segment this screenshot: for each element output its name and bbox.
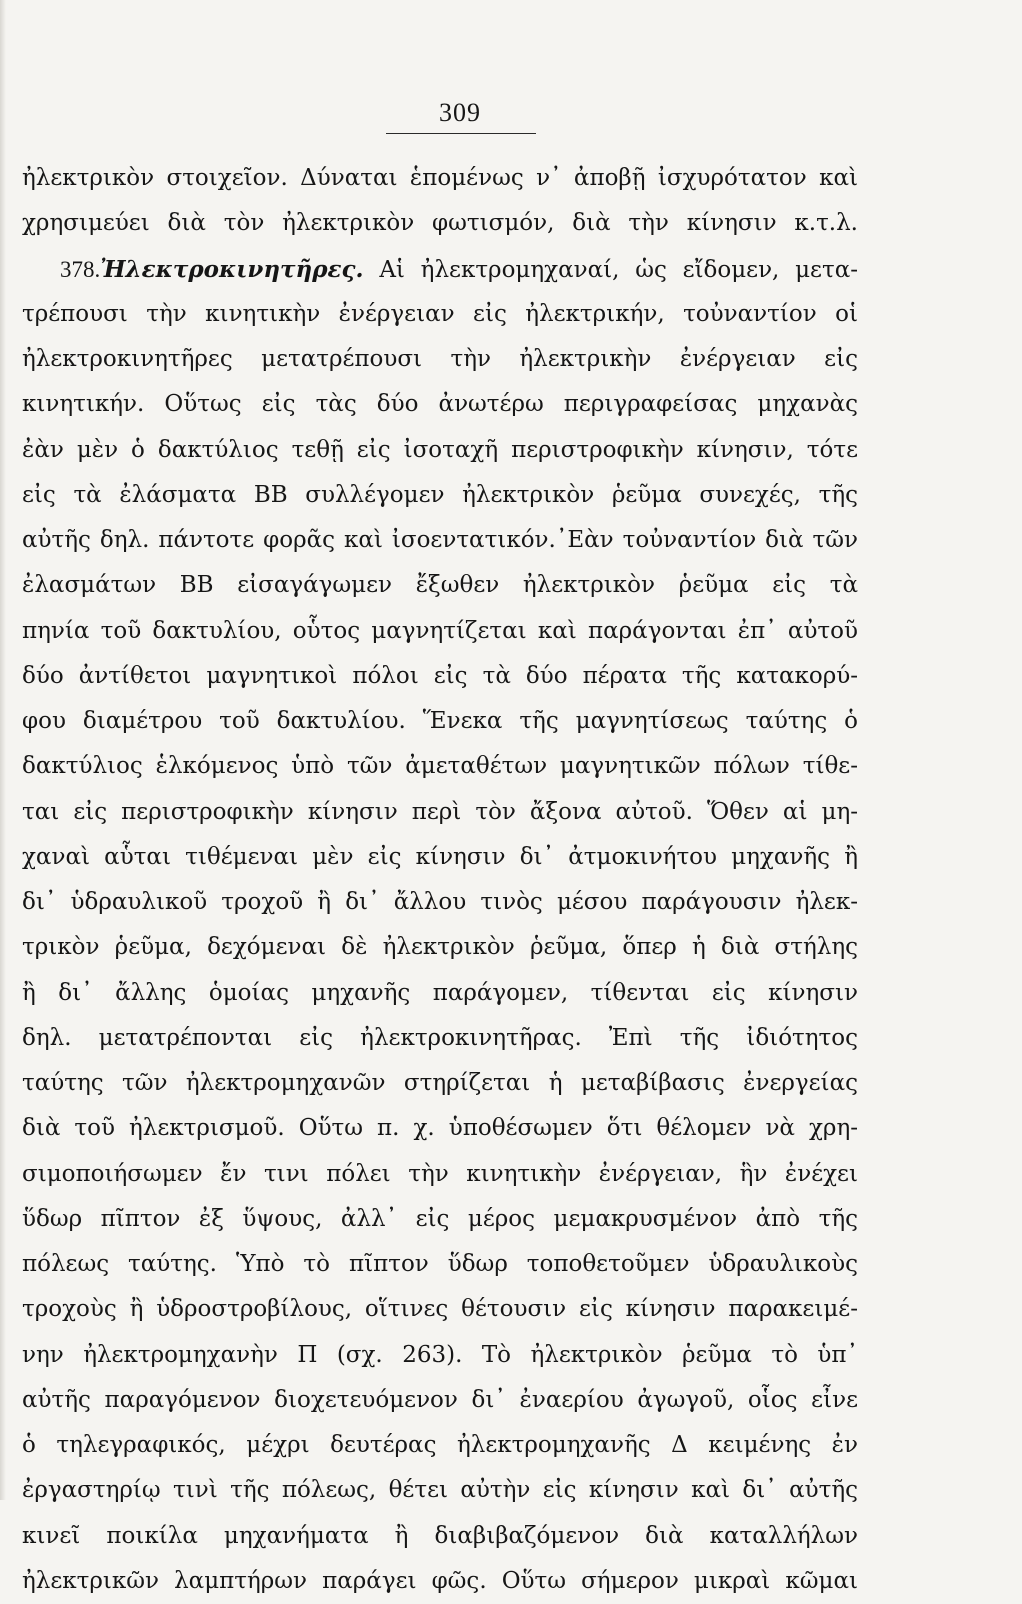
text-line: τρικὸν ῥεῦμα, δεχόμεναι δὲ ἠλεκτρικὸν ῥεῦμα, ὅπερ ἡ διὰ στήλης [22,934,858,961]
text-line: πηνία τοῦ δακτυλίου, οὗτος μαγνητίζεται καὶ παράγονται ἐπ᾽ αὐτοῦ [22,617,858,644]
text-line: ἠλεκτροκινητῆρες μετατρέπουσι τὴν ἠλεκτρικὴν ἐνέργειαν εἰς [22,346,858,372]
text-line: φου διαμέτρου τοῦ δακτυλίου. Ἕνεκα τῆς μαγνητίσεως ταύτης ὁ [22,708,858,734]
section-heading-line [22,247,858,292]
text-line: ἠλεκτρικῶν λαμπτήρων παράγει φῶς. Οὕτω σήμερον μικραὶ κῶμαι [22,1567,858,1594]
text-line: ταύτης τῶν ἠλεκτρομηχανῶν στηρίζεται ἡ μεταβίβασις ἐνεργείας [22,1070,858,1096]
text-line: κινητικήν. Οὕτως εἰς τὰς δύο ἀνωτέρω περιγραφείσας μηχανὰς [22,391,858,418]
section-title: Ἠλεκτροκινητῆρες. [100,255,364,283]
text-line: ὕδωρ πῖπτον ἐξ ὕψους, ἀλλ᾽ εἰς μέρος μεμακρυσμένον ἀπὸ τῆς [22,1205,858,1232]
page-edge-shadow [0,0,6,1500]
text-line: αὐτῆς παραγόμενον διοχετευόμενον δι᾽ ἐναερίου ἀγωγοῦ, οἷος εἶνε [22,1386,858,1413]
section-number: 378. [60,256,101,282]
text-line: χρησιμεύει διὰ τὸν ἠλεκτρικὸν φωτισμόν, διὰ τὴν κίνησιν κ.τ.λ. [22,210,858,237]
text-line: δι᾽ ὑδραυλικοῦ τροχοῦ ἢ δι᾽ ἄλλου τινὸς μέσου παράγουσιν ἠλεκ- [22,889,858,915]
text-line: ὁ τηλεγραφικός, μέχρι δευτέρας ἠλεκτρομηχανῆς Δ κειμένης ἐν [22,1432,858,1458]
text-line: δακτύλιος ἑλκόμενος ὑπὸ τῶν ἀμεταθέτων μαγνητικῶν πόλων τίθε- [22,753,858,780]
text-line: κινεῖ ποικίλα μηχανήματα ἢ διαβιβαζόμενον διὰ καταλλήλων [22,1522,858,1549]
text-line: ἠλεκτρικὸν στοιχεῖον. Δύναται ἑπομένως ν᾽ ἀποβῇ ἰσχυρότατον καὶ [22,165,858,191]
text-line: αὐτῆς δηλ. πάντοτε φορᾶς καὶ ἰσοεντατικόν.᾽Εὰν τοὐναντίον διὰ τῶν [22,527,858,553]
text-line: πόλεως ταύτης. Ὑπὸ τὸ πῖπτον ὕδωρ τοποθετοῦμεν ὑδραυλικοὺς [22,1251,858,1277]
text-line: ἐλασμάτων ΒΒ εἰσαγάγωμεν ἔξωθεν ἠλεκτρικὸν ῥεῦμα εἰς τὰ [22,572,858,599]
page-number: 309 [439,98,481,127]
body-text [22,156,858,1604]
text-line: ἢ δι᾽ ἄλλης ὁμοίας μηχανῆς παράγομεν, τίθενται εἰς κίνησιν [22,979,858,1006]
text-line: ἐργαστηρίῳ τινὶ τῆς πόλεως, θέτει αὐτὴν εἰς κίνησιν καὶ δι᾽ αὐτῆς [22,1477,858,1504]
text-line: νην ἠλεκτρομηχανὴν Π (σχ. 263). Τὸ ἠλεκτρικὸν ῥεῦμα τὸ ὑπ᾽ [22,1341,858,1368]
text-line: διὰ τοῦ ἠλεκτρισμοῦ. Οὕτω π. χ. ὑποθέσωμεν ὅτι θέλομεν νὰ χρη- [22,1115,858,1142]
text-line-rest: Αἱ ἠλεκτρομηχαναί, ὡς εἴδομεν, μετα- [379,256,858,283]
text-line: εἰς τὰ ἐλάσματα ΒΒ συλλέγομεν ἠλεκτρικὸν ῥεῦμα συνεχές, τῆς [22,481,858,508]
text-line: τροχοὺς ἢ ὑδροστροβίλους, οἵτινες θέτουσιν εἰς κίνησιν παρακειμέ- [22,1296,858,1323]
text-line: ται εἰς περιστροφικὴν κίνησιν περὶ τὸν ἄξονα αὐτοῦ. Ὅθεν αἱ μη- [22,798,858,825]
text-line: δύο ἀντίθετοι μαγνητικοὶ πόλοι εἰς τὰ δύο πέρατα τῆς κατακορύ- [22,662,858,689]
text-line: δηλ. μετατρέπονται εἰς ἠλεκτροκινητῆρας. Ἐπὶ τῆς ἰδιότητος [22,1024,858,1051]
text-line: τρέπουσι τὴν κινητικὴν ἐνέργειαν εἰς ἠλεκτρικήν, τοὐναντίον οἱ [22,300,858,327]
text-line: ἐὰν μὲν ὁ δακτύλιος τεθῇ εἰς ἰσοταχῆ περιστροφικὴν κίνησιν, τότε [22,436,858,463]
text-line: χαναὶ αὗται τιθέμεναι μὲν εἰς κίνησιν δι᾽ ἀτμοκινήτου μηχανῆς ἢ [22,843,858,870]
header-rule [386,133,536,134]
text-line: σιμοποιήσωμεν ἔν τινι πόλει τὴν κινητικὴν ἐνέργειαν, ἣν ἐνέχει [22,1160,858,1187]
